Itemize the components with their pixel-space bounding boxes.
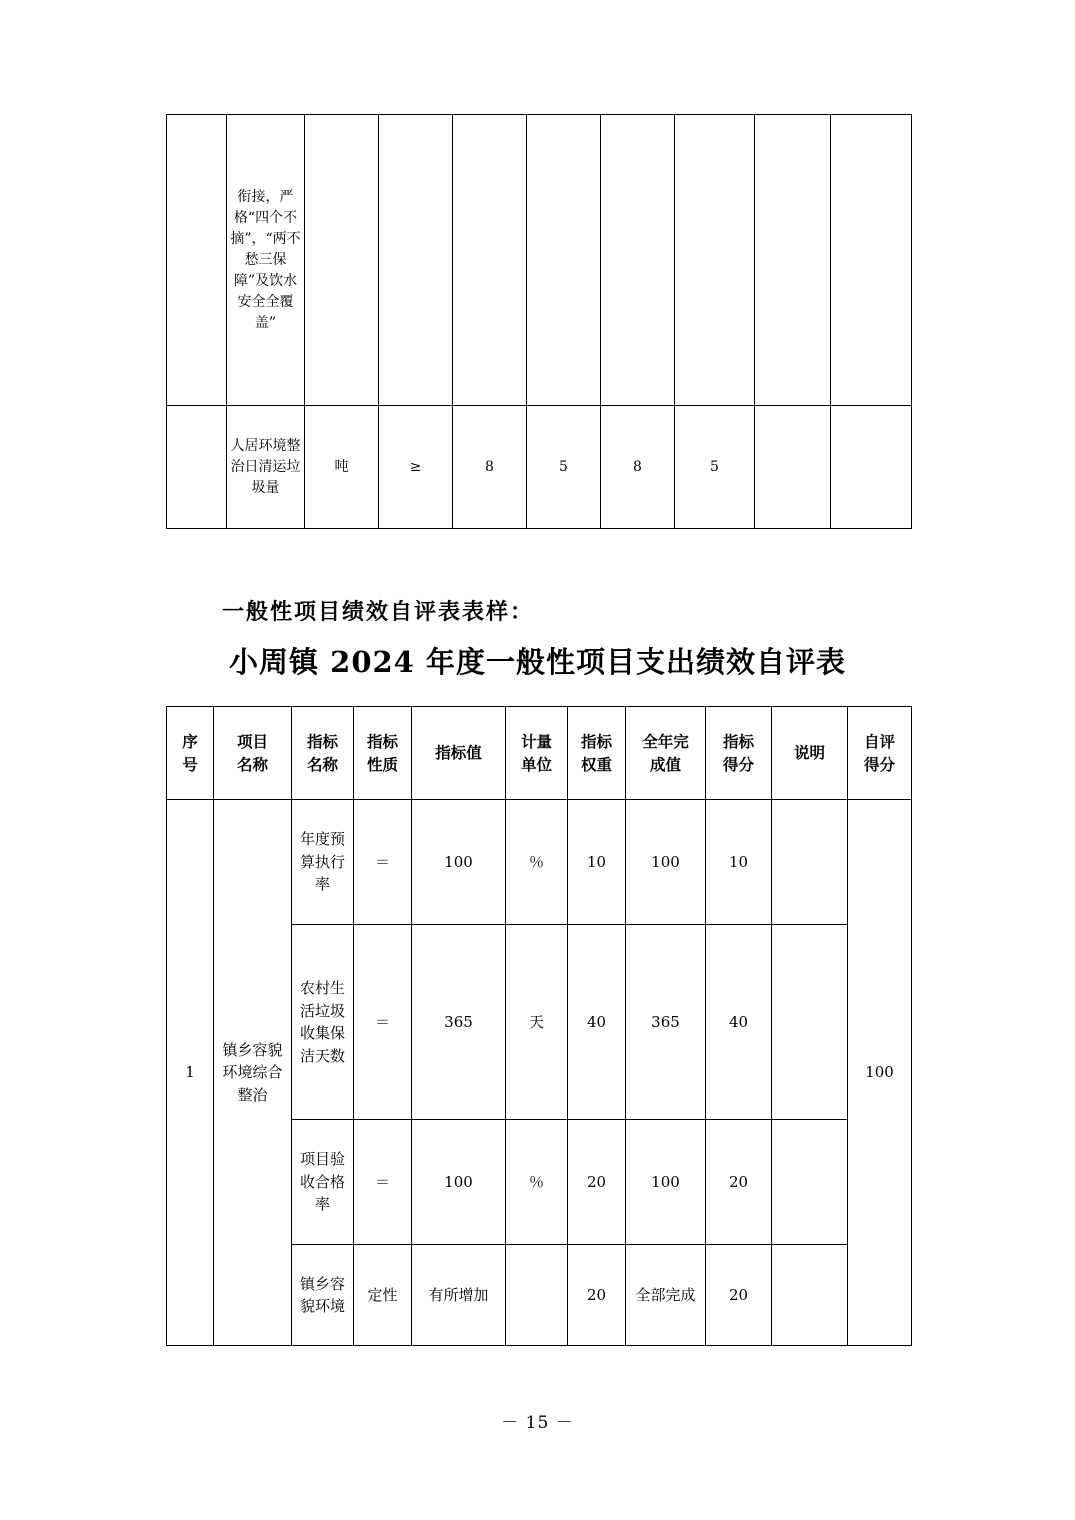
- cell-value: 100: [412, 800, 506, 925]
- cell-seq: [167, 406, 227, 529]
- cell-unit: [506, 1245, 568, 1346]
- cell-project-name: 镇乡容貌环境综合整治: [214, 800, 292, 1346]
- header-unit: 计量 单位: [506, 707, 568, 800]
- header-note: 说明: [772, 707, 848, 800]
- cell-weight: 10: [568, 800, 626, 925]
- cell-unit: 8: [453, 406, 527, 529]
- header-indicator-score: 指标 得分: [706, 707, 772, 800]
- continued-indicator-table: [166, 114, 912, 529]
- header-project-name: 项目 名称: [214, 707, 292, 800]
- cell-value: 365: [412, 925, 506, 1120]
- cell-weight: 5: [527, 406, 601, 529]
- section-caption: 一般性项目绩效自评表表样：: [222, 599, 535, 625]
- cell-completed: [601, 115, 675, 406]
- header-indicator-nature: 指标 性质: [354, 707, 412, 800]
- table-header-row: [167, 707, 912, 800]
- cell-score: 10: [706, 800, 772, 925]
- cell-unit: ％: [506, 1120, 568, 1245]
- cell-note: [772, 925, 848, 1120]
- cell-score: [675, 115, 755, 406]
- cell-indicator-name: 人居环境整治日清运垃圾量: [227, 406, 305, 529]
- cell-score: 40: [706, 925, 772, 1120]
- cell-weight: [527, 115, 601, 406]
- cell-note: [772, 800, 848, 925]
- cell-seq: 1: [167, 800, 214, 1346]
- header-annual-completed: 全年完 成值: [626, 707, 706, 800]
- cell-value: [379, 115, 453, 406]
- cell-completed: 全部完成: [626, 1245, 706, 1346]
- cell-weight: 40: [568, 925, 626, 1120]
- cell-value: ≥: [379, 406, 453, 529]
- header-weight: 指标 权重: [568, 707, 626, 800]
- cell-indicator-name: 项目验收合格率: [292, 1120, 354, 1245]
- cell-completed: 8: [601, 406, 675, 529]
- cell-unit: 天: [506, 925, 568, 1120]
- cell-self-score: [831, 406, 912, 529]
- cell-weight: 20: [568, 1245, 626, 1346]
- cell-indicator-name: 衔接，严格“四个不摘”，“两不愁三保障”及饮水安全全覆盖”: [227, 115, 305, 406]
- cell-nature: 吨: [305, 406, 379, 529]
- cell-score: 20: [706, 1245, 772, 1346]
- cell-indicator-name: 镇乡容貌环境: [292, 1245, 354, 1346]
- cell-nature: ＝: [354, 925, 412, 1120]
- header-seq: 序 号: [167, 707, 214, 800]
- table-row: [167, 406, 912, 529]
- table-row: [167, 800, 912, 925]
- header-indicator-value: 指标值: [412, 707, 506, 800]
- cell-indicator-name: 农村生活垃圾收集保洁天数: [292, 925, 354, 1120]
- page-title: 小周镇 2024 年度一般性项目支出绩效自评表: [229, 645, 846, 679]
- cell-indicator-name: 年度预算执行率: [292, 800, 354, 925]
- cell-nature: 定性: [354, 1245, 412, 1346]
- cell-self-score: [831, 115, 912, 406]
- performance-self-evaluation-table: [166, 706, 912, 1346]
- cell-note: [755, 406, 831, 529]
- cell-unit: ％: [506, 800, 568, 925]
- cell-completed: 100: [626, 1120, 706, 1245]
- cell-seq: [167, 115, 227, 406]
- cell-nature: ＝: [354, 800, 412, 925]
- table-row: [167, 115, 912, 406]
- header-indicator-name: 指标 名称: [292, 707, 354, 800]
- cell-value: 100: [412, 1120, 506, 1245]
- cell-completed: 365: [626, 925, 706, 1120]
- cell-nature: [305, 115, 379, 406]
- cell-nature: ＝: [354, 1120, 412, 1245]
- cell-note: [772, 1120, 848, 1245]
- cell-value: 有所增加: [412, 1245, 506, 1346]
- cell-score: 5: [675, 406, 755, 529]
- page-number: － 15 －: [501, 1413, 574, 1433]
- cell-weight: 20: [568, 1120, 626, 1245]
- cell-note: [772, 1245, 848, 1346]
- cell-score: 20: [706, 1120, 772, 1245]
- header-self-score: 自评 得分: [848, 707, 912, 800]
- cell-unit: [453, 115, 527, 406]
- cell-completed: 100: [626, 800, 706, 925]
- cell-self-score: 100: [848, 800, 912, 1346]
- cell-note: [755, 115, 831, 406]
